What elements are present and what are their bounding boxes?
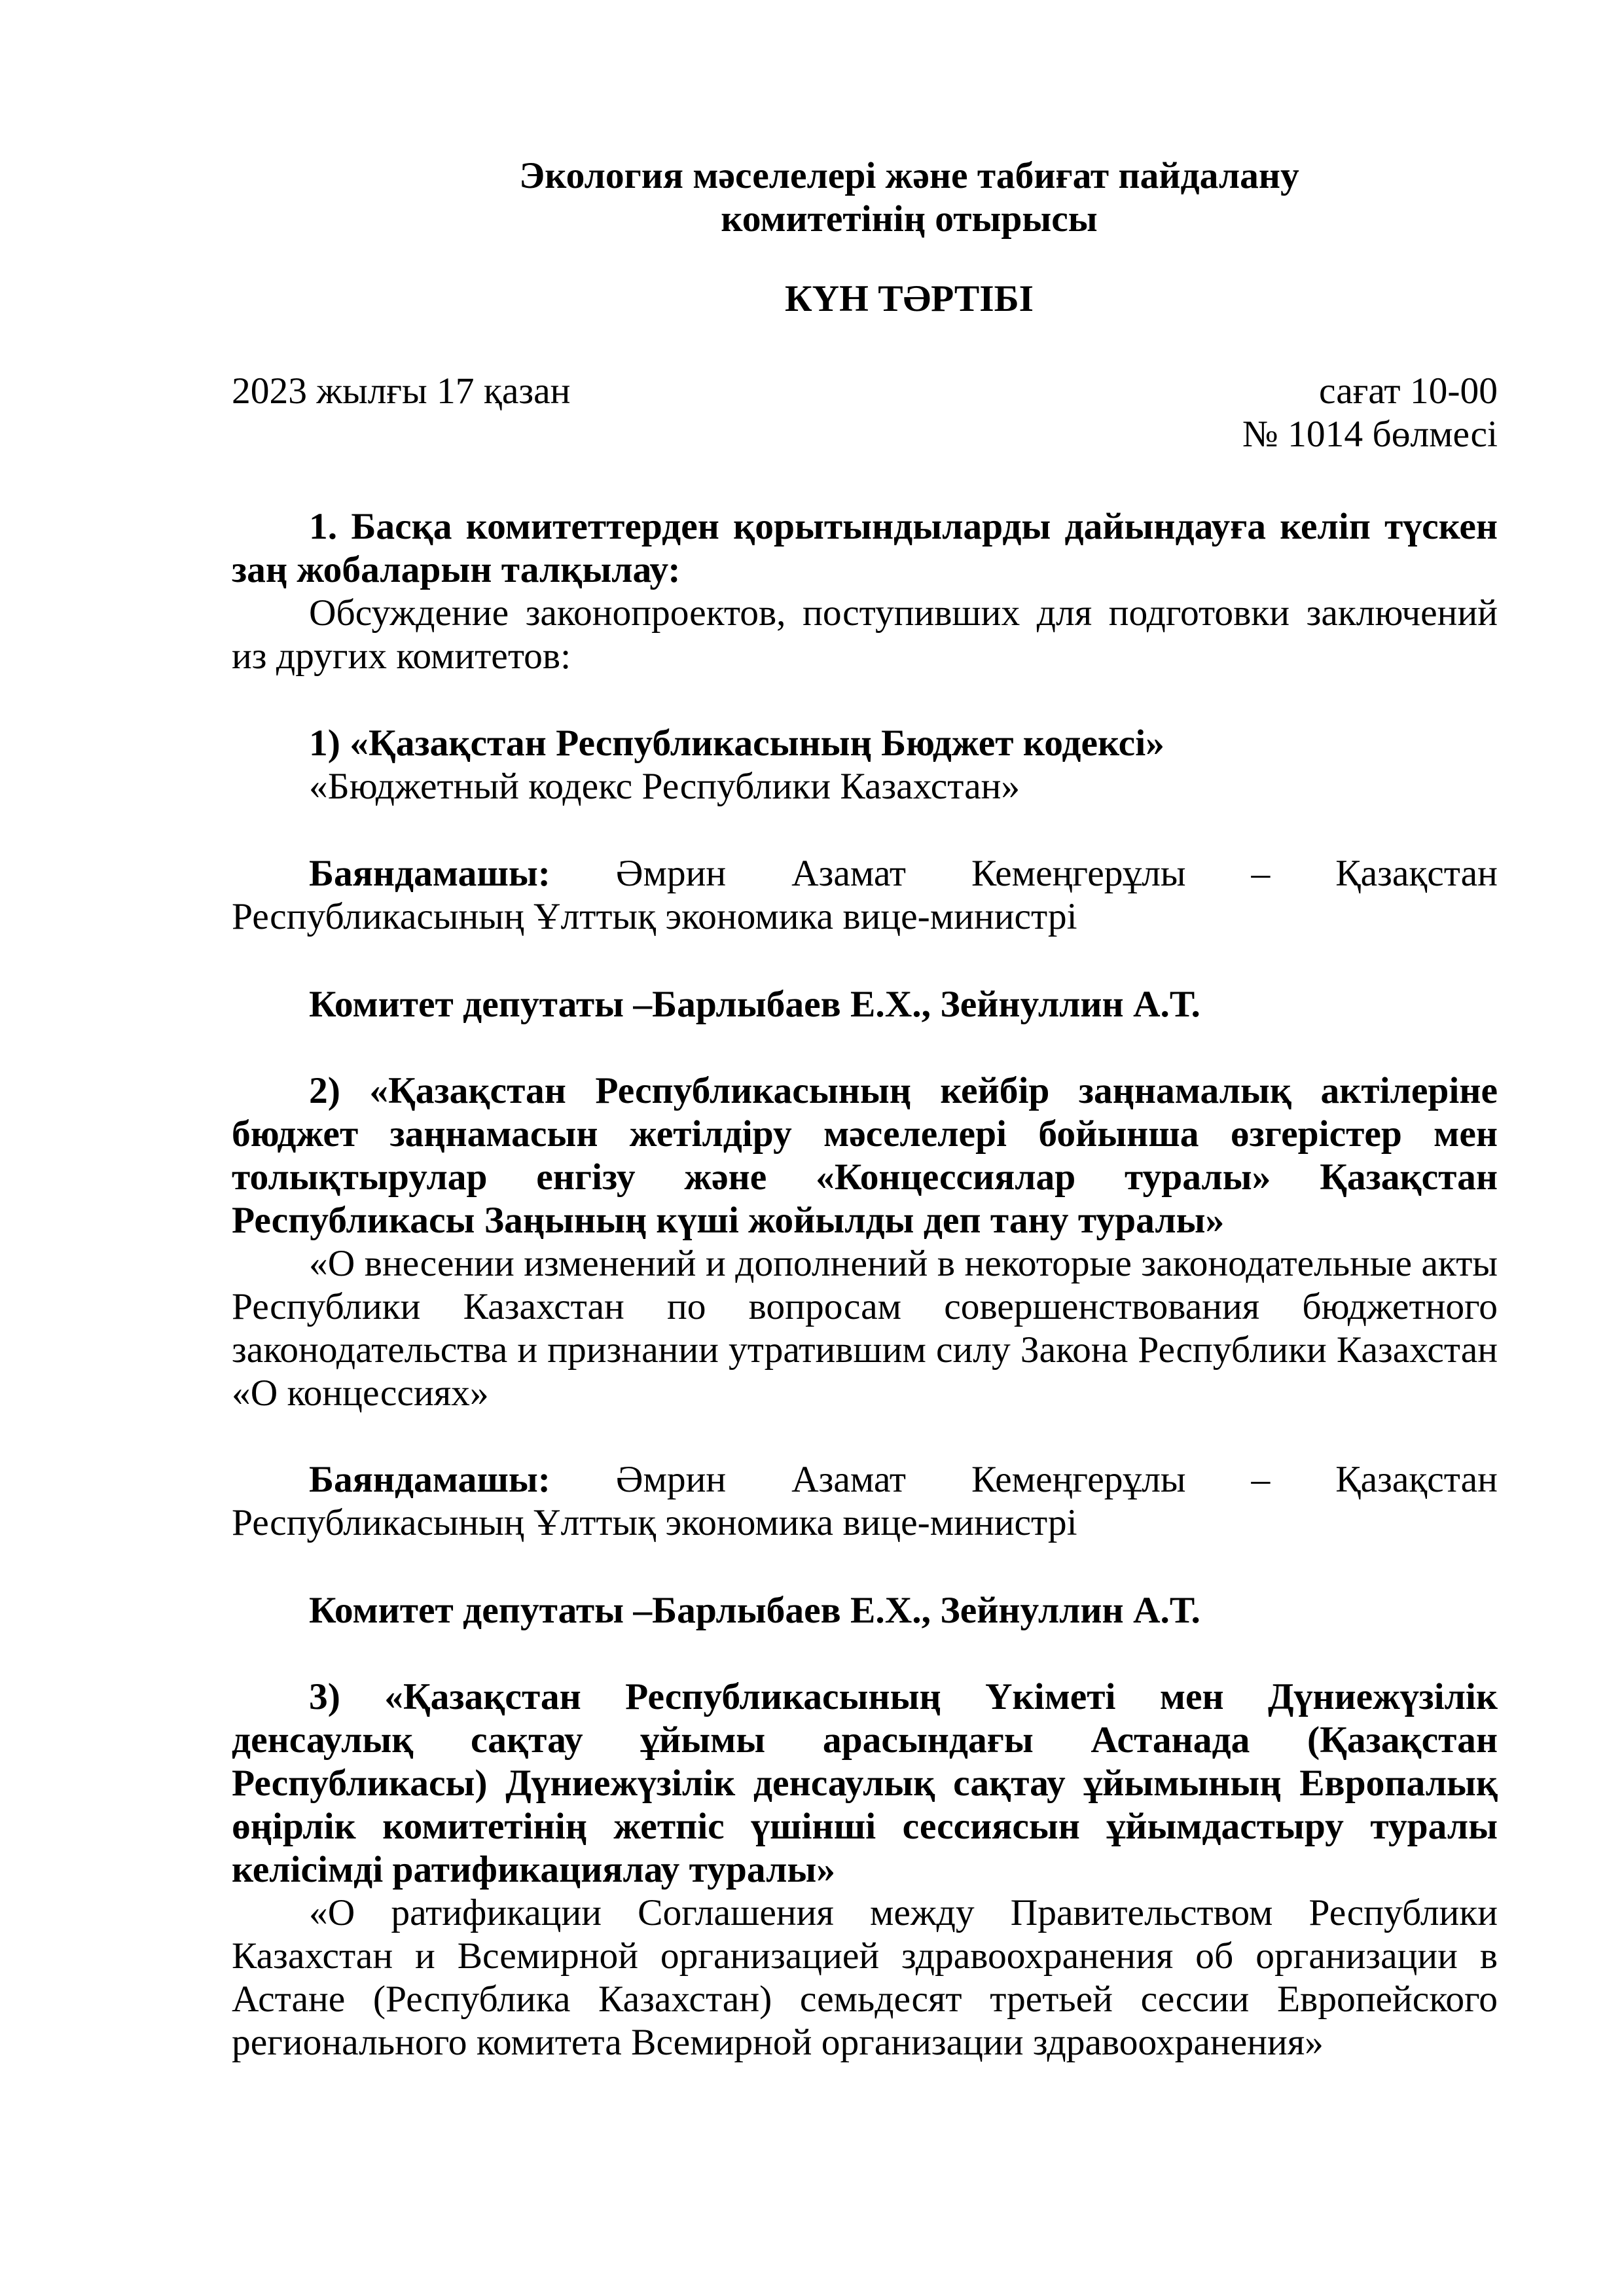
committee-deputies: Комитет депутаты –Барлыбаев Е.Х., Зейнуллин А.Т.: [309, 984, 1200, 1025]
agenda-item-1-speaker: [232, 852, 1498, 939]
item-title-ru: «О внесении изменений и дополнений в некоторые законодательные акты Республики Казахстан по вопросам совершенствования бюджетного законодательства и признании утратившим силу Закона Республики Казахстан «О концессиях»: [232, 1243, 1498, 1414]
speaker-label: Баяндамашы:: [309, 1459, 550, 1500]
agenda-item-1: [232, 722, 1498, 808]
item-title-kz: 2) «Қазақстан Республикасының кейбір заңнамалық актілеріне бюджет заңнамасын жетілдіру мәселелері бойынша өзгерістер мен толықтырулар енгізу және «Концессиялар туралы» Қазақстан Республикасы Заңының күші жойылды деп тану туралы»: [232, 1070, 1498, 1241]
meeting-date: 2023 жылғы 17 қазан: [232, 370, 571, 412]
agenda-title: КҮН ТӘРТІБІ: [784, 278, 1034, 319]
section1-heading: 1. Басқа комитеттерден қорытындыларды дайындауға келіп түскен заң жобаларын талқылау:: [232, 506, 1498, 590]
committee-title-line1: Экология мәселелері және табиғат пайдалану: [519, 155, 1299, 196]
speaker-position: Республикасының Ұлттық экономика вице-министрі: [232, 1502, 1077, 1543]
speaker-word: Кемеңгерұлы: [971, 1459, 1186, 1500]
committee-deputies: Комитет депутаты –Барлыбаев Е.Х., Зейнуллин А.Т.: [309, 1590, 1200, 1631]
item-title-ru: «Бюджетный кодекс Республики Казахстан»: [309, 766, 1020, 807]
item-title-kz: 3) «Қазақстан Республикасының Үкіметі мен Дүниежүзілік денсаулық сақтау ұйымы арасындағы Астанада (Қазақстан Республикасы) Дүниежүзілік денсаулық сақтау ұйымының Европалық өңірлік комитетінің жетпіс үшінші сессиясын ұйымдастыру туралы келісімді ратификациялау туралы»: [232, 1676, 1498, 1890]
speaker-word: Қазақстан: [1335, 1459, 1498, 1500]
agenda-item-2-deputies: [232, 1589, 1498, 1632]
speaker-line: [232, 1458, 1498, 1501]
speaker-word: Әмрин: [615, 1459, 727, 1500]
item-title-ru: «О ратификации Соглашения между Правительством Республики Казахстан и Всемирной организацией здравоохранения об организации в Астане (Республика Казахстан) семьдесят третьей сессии Европейского регионального комитета Всемирной организации здравоохранения»: [232, 1892, 1498, 2063]
agenda-item-2-speaker: [232, 1458, 1498, 1545]
speaker-word: Қазақстан: [1335, 853, 1498, 894]
agenda-item-1-deputies: [232, 983, 1498, 1026]
agenda-item-3: [232, 1676, 1498, 2064]
speaker-word: –: [1251, 853, 1271, 894]
speaker-line: [232, 852, 1498, 895]
speaker-word: Азамат: [791, 853, 907, 894]
speaker-label: Баяндамашы:: [309, 853, 550, 894]
meeting-room: № 1014 бөлмесі: [1242, 414, 1498, 455]
item-title-kz: 1) «Қазақстан Республикасының Бюджет кодексі»: [309, 723, 1164, 764]
section1-heading-block: [232, 505, 1498, 678]
speaker-word: Кемеңгерұлы: [971, 853, 1186, 894]
section1-heading-ru: Обсуждение законопроектов, поступивших для подготовки заключений из других комитетов:: [232, 592, 1498, 677]
speaker-word: –: [1251, 1459, 1271, 1500]
meeting-time: сағат 10-00: [1318, 370, 1498, 412]
agenda-item-2: [232, 1069, 1498, 1415]
speaker-word: Азамат: [791, 1459, 907, 1500]
speaker-position: Республикасының Ұлттық экономика вице-министрі: [232, 896, 1077, 937]
committee-title-line2: комитетінің отырысы: [721, 198, 1098, 240]
speaker-word: Әмрин: [615, 853, 727, 894]
